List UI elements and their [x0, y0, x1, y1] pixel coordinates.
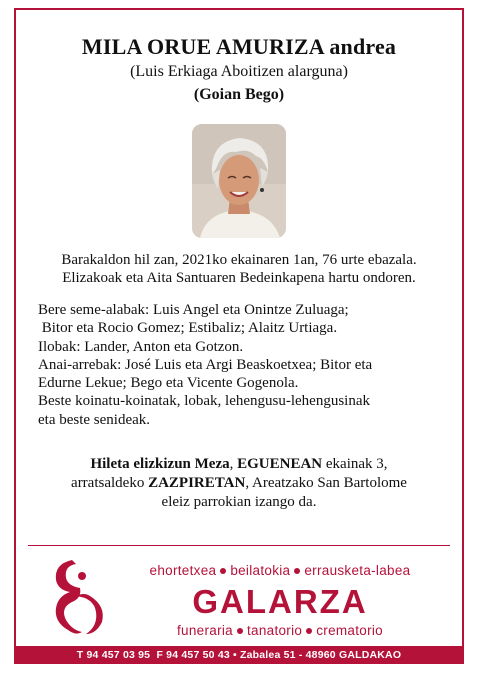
bullet-dot	[237, 628, 243, 634]
contact-text: T 94 457 03 95 F 94 457 50 43 • Zabalea 51 - 48960 GALDAKAO	[76, 649, 402, 661]
service-label: funeraria	[176, 623, 233, 638]
intro-line: Elizakoak eta Aita Santuaren Bedeinkapena hartu ondoren.	[62, 270, 416, 286]
divider	[28, 545, 450, 546]
family-line: Beste koinatu-koinatak, lobak, lehengusu-lehengusinak	[38, 393, 370, 410]
family-line: Bitor eta Rocio Gomez; Estibaliz; Alaitz Urtiaga.	[38, 320, 338, 337]
family-line: Bere seme-alabak: Luis Angel eta Onintze Zuluaga;	[38, 302, 349, 318]
date-text: ekainak 3,	[322, 456, 388, 472]
brand-name: GALARZA	[192, 583, 368, 620]
funeral-line-3: eleiz parrokian izango da.	[161, 494, 317, 510]
family-line: Ilobak: Lander, Anton eta Gotzon.	[38, 338, 244, 355]
bullet-dot	[306, 628, 312, 634]
time-label: ZAZPIRETAN	[148, 475, 246, 491]
family-list	[38, 301, 448, 429]
logo-emblem-icon	[42, 556, 106, 638]
family-line: Edurne Lekue; Bego eta Vicente Gogenola.	[38, 375, 299, 392]
portrait-image	[192, 124, 286, 238]
services-spanish	[115, 623, 445, 638]
separator: ,	[229, 456, 238, 472]
deceased-name: MILA ORUE AMURIZA andrea	[81, 34, 397, 59]
intro-line: Barakaldon hil zan, 2021ko ekainaren 1an, 76 urte ebazala.	[61, 252, 417, 268]
bullet-dot	[294, 568, 300, 574]
funeral-details	[30, 455, 448, 512]
portrait-photo	[192, 124, 286, 238]
widow-of-line: (Luis Erkiaga Aboitizen alarguna)	[130, 63, 348, 80]
funeral-line-1	[30, 455, 448, 474]
mass-label: Hileta elizkizun Meza	[90, 456, 230, 472]
bullet-dot	[220, 568, 226, 574]
service-label: tanatorio	[246, 623, 303, 638]
service-label: errausketa-labea	[304, 563, 411, 578]
funeral-line-2	[30, 474, 448, 493]
service-label: crematorio	[316, 623, 383, 638]
services-basque	[115, 563, 445, 578]
death-announcement	[40, 251, 438, 287]
galarza-logo	[42, 556, 106, 638]
day-label: EGUENEAN	[237, 456, 323, 472]
service-label: beilatokia	[230, 563, 291, 578]
church-text: , Areatzako San Bartolome	[245, 475, 407, 491]
rest-in-peace-line: (Goian Bego)	[193, 86, 285, 103]
family-line: eta beste senideak.	[38, 411, 151, 428]
family-line: Anai-arrebak: José Luis eta Argi Beaskoetxea; Bitor eta	[38, 356, 373, 373]
service-label: ehortetxea	[149, 563, 217, 578]
time-prefix: arratsaldeko	[71, 475, 149, 491]
contact-footer	[14, 646, 464, 664]
